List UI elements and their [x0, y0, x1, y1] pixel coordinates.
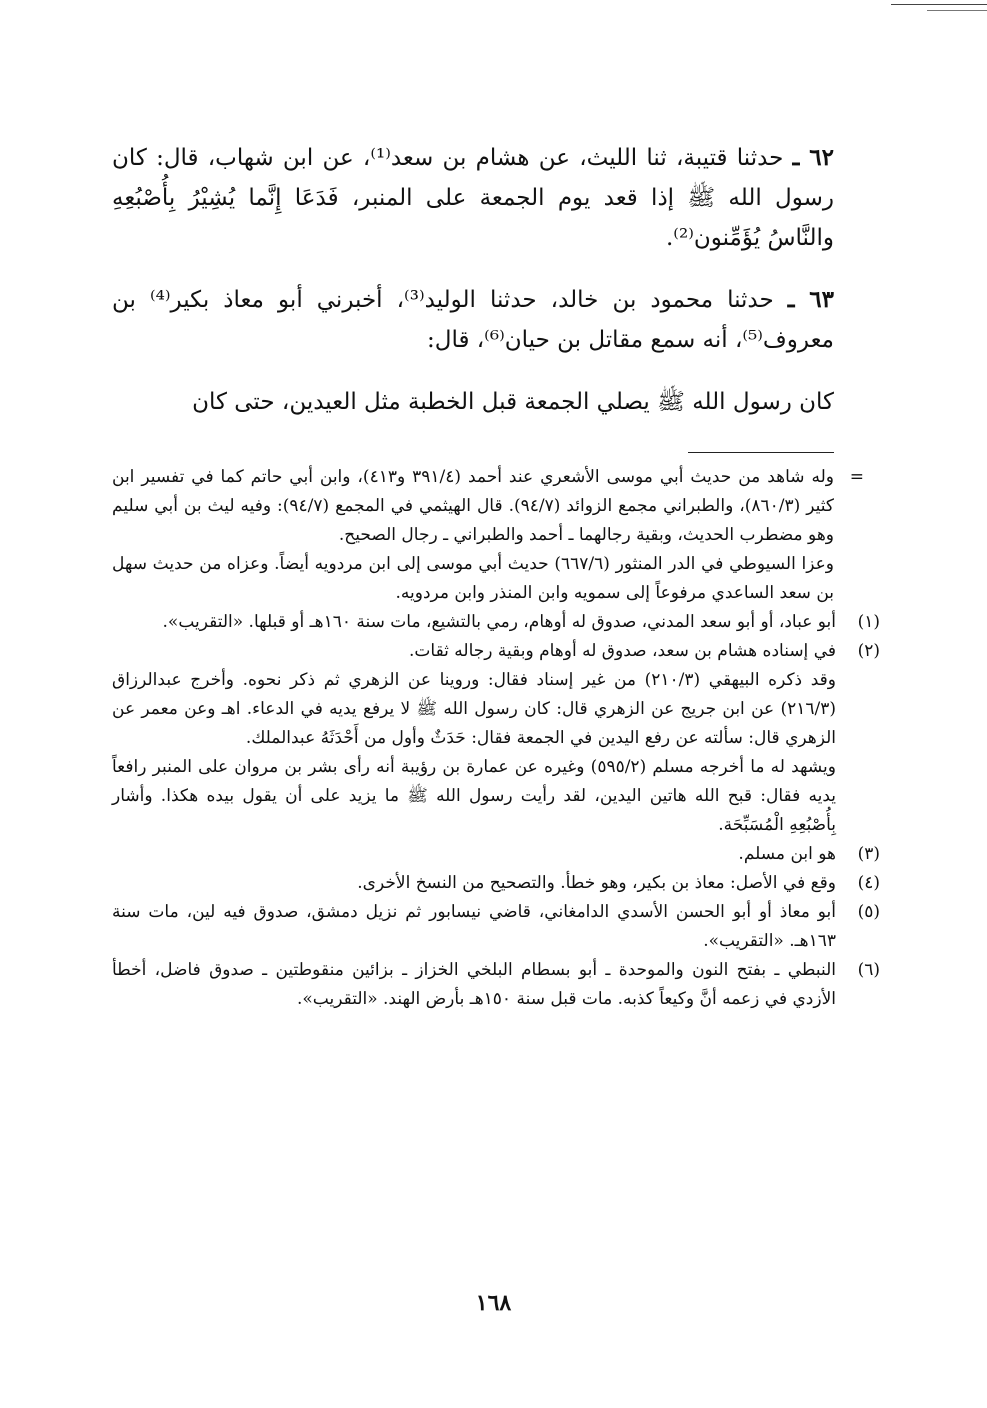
footnote-number: (٣) [857, 844, 880, 864]
footnote [112, 898, 880, 956]
page-body [112, 138, 880, 1014]
header-rule [891, 4, 987, 5]
footnote-number: (٦) [857, 960, 880, 980]
footnote [112, 869, 880, 898]
footnote [112, 956, 880, 1014]
footnote-text: وقع في الأصل: معاذ بن بكير، وهو خطأ. والتصحيح من النسخ الأخرى. [357, 873, 836, 893]
footnote-number: (٤) [857, 873, 880, 893]
footnote [112, 637, 880, 840]
footnote-number: (٥) [857, 902, 880, 922]
hadith-number: ٦٣ ـ [787, 286, 834, 313]
footnote-text: هو ابن مسلم. [738, 844, 836, 864]
hadith-number: ٦٢ ـ [792, 144, 834, 171]
hadith-63 [112, 280, 834, 360]
footnote-separator [688, 452, 834, 453]
footnote-continuation [112, 463, 864, 608]
footnote-text: أبو معاذ أو أبو الحسن الأسدي الدامغاني، قاضي نيسابور ثم نزيل دمشق، صدوق فيه لين، مات سنة ١٦٣هـ. «التقريب». [112, 902, 836, 951]
hadith-63-continued [112, 382, 834, 422]
footnote [112, 608, 880, 637]
footnote-text: النبطي ـ بفتح النون والموحدة ـ أبو بسطام البلخي الخزاز ـ بزائين منقوطتين ـ صدوق فاضل، أخطأ الأزدي في زعمه أنَّ وكيعاً كذبه. مات قبل سنة ١٥٠هـ بأرض الهند. «التقريب». [112, 960, 836, 1009]
header-rule-short [927, 10, 987, 11]
hadith-text: حدثنا قتيبة، ثنا الليث، عن هشام بن سعد⁽¹⁾، عن ابن شهاب، قال: كان رسول الله ﷺ إذا قعد يوم الجمعة على المنبر، فَدَعَا إِنَّما يُشِيْرُ بِأُصْبُعِهِ والنَّاسُ يُؤَمِّنون⁽²⁾. [112, 145, 834, 251]
footnote-text: وقد ذكره البيهقي (٢١٠/٣) من غير إسناد فقال: وروينا عن الزهري ثم ذكر نحوه. وأخرج عبدالرزاق (٢١٦/٣) عن ابن جريج عن الزهري قال: كان رسول الله ﷺ لا يرفع يديه في الدعاء. اهـ وعن معمر عن الزهري قال: سألته عن رفع اليدين في الجمعة فقال: حَدَثٌ وأول من أَحْدَثَهُ عبدالملك. [112, 670, 836, 748]
footnote-number: (١) [857, 612, 880, 632]
footnote-number: (٢) [857, 641, 880, 661]
continuation-paragraph: وعزا السيوطي في الدر المنثور (٦٦٧/٦) حديث أبي موسى إلى ابن مردويه أيضاً. وعزاه من حديث سهل بن سعد الساعدي مرفوعاً إلى سمويه وابن المنذر وابن مردويه. [112, 554, 835, 603]
hadith-62 [112, 138, 834, 258]
hadith-text: كان رسول الله ﷺ يصلي الجمعة قبل الخطبة مثل العيدين، حتى كان [192, 389, 834, 415]
page-number: ١٦٨ [475, 1290, 512, 1316]
hadith-text: حدثنا محمود بن خالد، حدثنا الوليد⁽³⁾، أخبرني أبو معاذ بكير⁽⁴⁾ بن معروف⁽⁵⁾، أنه سمع مقاتل بن حيان⁽⁶⁾، قال: [112, 287, 834, 353]
footnote-text: أبو عباد، أو أبو سعد المدني، صدوق له أوهام، رمي بالتشيع، مات سنة ١٦٠هـ أو قبلها. «التقريب». [162, 612, 836, 632]
continuation-marker: = [849, 467, 864, 487]
continuation-paragraph: وله شاهد من حديث أبي موسى الأشعري عند أحمد (٣٩١/٤ و٤١٣)، وابن أبي حاتم كما في تفسير ابن كثير (٨٦٠/٣)، والطبراني مجمع الزوائد (٩٤/٧). قال الهيثمي في المجمع (٩٤/٧): وفيه ليث بن أبي سليم وهو مضطرب الحديث، وبقية رجالهما ـ أحمد والطبراني ـ رجال الصحيح. [112, 467, 834, 545]
footnote-text: ويشهد له ما أخرجه مسلم (٥٩٥/٢) وغيره عن عمارة بن رؤيبة أنه رأى بشر بن مروان على المنبر رافعاً يديه فقال: قبح الله هاتين اليدين، لقد رأيت رسول الله ﷺ ما يزيد على أن يقول بيده هكذا. وأشار بِأُصْبُعِهِ الْمُسَبِّحَة. [112, 757, 836, 835]
footnote [112, 840, 880, 869]
footnote-text: في إسناده هشام بن سعد، صدوق له أوهام وبقية رجاله ثقات. [408, 641, 836, 661]
